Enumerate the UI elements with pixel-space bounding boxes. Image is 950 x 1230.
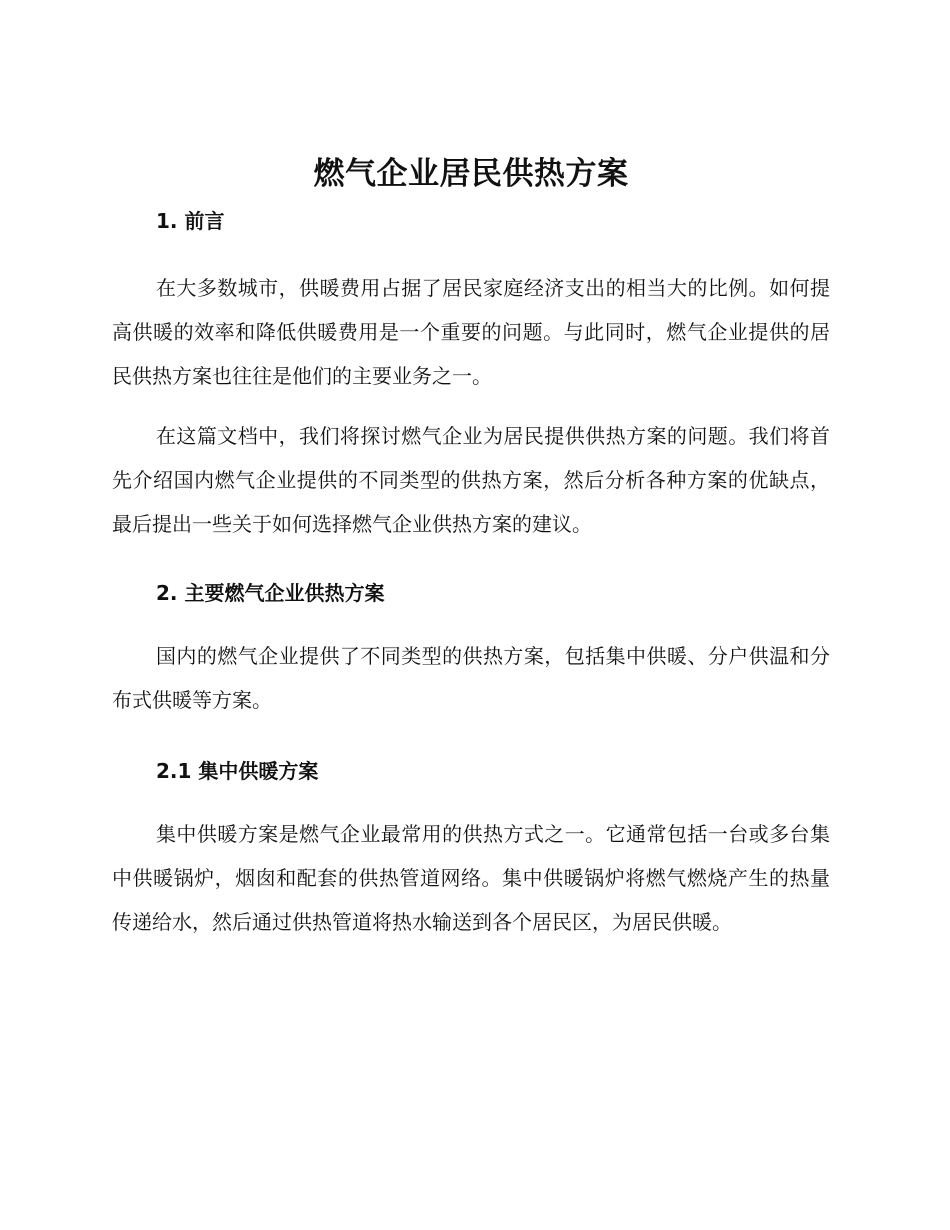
paragraph: 在这篇文档中，我们将探讨燃气企业为居民提供供热方案的问题。我们将首先介绍国内燃气企业提供的不同类型的供热方案，然后分析各种方案的优缺点，最后提出一些关于如何选择燃气企业供热方案的建议。 (112, 424, 830, 536)
paragraph: 国内的燃气企业提供了不同类型的供热方案，包括集中供暖、分户供温和分布式供暖等方案。 (112, 644, 830, 712)
section-heading-preface: 1. 前言 (156, 209, 225, 233)
section-heading-central-heating: 2.1 集中供暖方案 (156, 759, 319, 783)
document-page (112, 150, 830, 944)
paragraph: 集中供暖方案是燃气企业最常用的供热方式之一。它通常包括一台或多台集中供暖锅炉，烟囱和配套的供热管道网络。集中供暖锅炉将燃气燃烧产生的热量传递给水，然后通过供热管道将热水输送到各个居民区，为居民供暖。 (112, 822, 830, 934)
section-heading-main-plans: 2. 主要燃气企业供热方案 (156, 581, 385, 605)
paragraph: 在大多数城市，供暖费用占据了居民家庭经济支出的相当大的比例。如何提高供暖的效率和降低供暖费用是一个重要的问题。与此同时，燃气企业提供的居民供热方案也往往是他们的主要业务之一。 (112, 276, 830, 388)
document-title: 燃气企业居民供热方案 (313, 156, 629, 192)
